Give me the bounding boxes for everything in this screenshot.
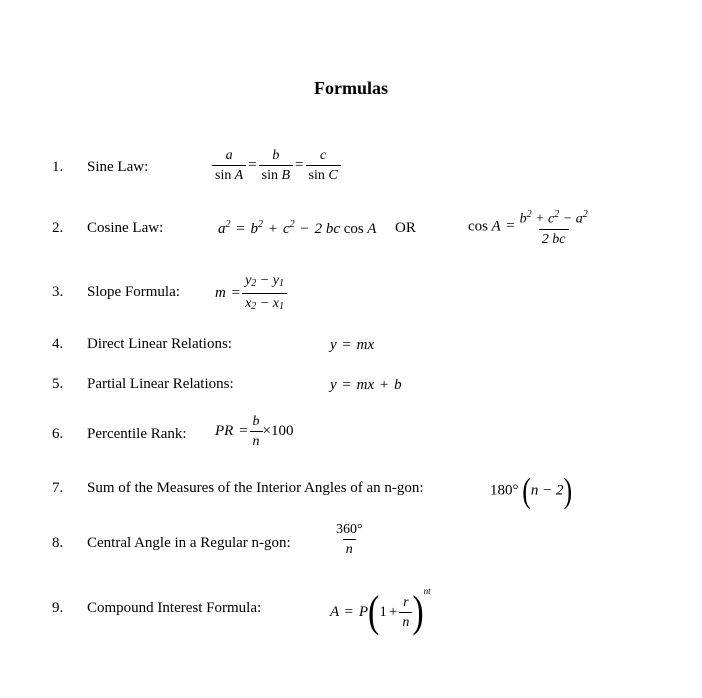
sine-law-formula: $\frac{a}{\text{sin A}}$ = $\frac{b}{\text{sin B}}$ = $\frac{c}{\text{sin C}}$ [212,148,341,183]
item-label: Sum of the Measures of the Interior Angles of an n-gon: [87,480,424,496]
formula-row-direct-linear [0,336,702,356]
item-label: Percentile Rank: [87,426,187,442]
percentile-multiplier: ×100 [262,422,294,439]
central-angle-numerator: 360° [336,522,363,537]
formula-row-interior-angles [0,470,702,510]
formula-row-slope [0,272,702,314]
item-number: 5. [52,376,64,392]
item-number: 9. [52,600,64,616]
item-label: Cosine Law: [87,220,164,236]
central-angle-formula: $\frac{360^\circ}{n}$ [333,522,366,557]
item-label: Central Angle in a Regular n-gon: [87,535,291,551]
item-number: 6. [52,426,64,442]
item-number: 7. [52,480,64,496]
item-label: Compound Interest Formula: [87,600,262,616]
percentile-rank-formula: PR = $\frac{b}{n}$ ×100 [215,414,294,449]
direct-linear-formula: y = mx [330,337,375,353]
item-label: Partial Linear Relations: [87,376,234,392]
item-label: Sine Law: [87,159,149,175]
item-number: 4. [52,336,64,352]
cosine-law-formula: $a^2 = b^2 + c^2 - 2$ bc cos A [218,219,377,237]
angle-sum-constant: 180° [490,482,519,499]
item-number: 2. [52,220,64,236]
formula-row-partial-linear [0,376,702,396]
or-text: OR [395,220,416,236]
formula-row-compound-interest [0,582,702,634]
item-number: 1. [52,159,64,175]
formula-row-percentile-rank [0,414,702,454]
item-label: Slope Formula: [87,284,180,300]
partial-linear-formula: y = mx + b [330,377,402,393]
compound-interest-formula: A = P(1 + $\frac{r}{n}$ )$^{nt}$ [330,586,431,636]
cosine-law-alt-formula: cos A = $\frac{b^2 + c^2 - a^2}{2 bc}$ [468,209,588,247]
formula-row-cosine-law [0,207,702,247]
formula-row-central-angle [0,520,702,564]
interior-angles-formula: 180° (n − 2) [490,470,573,510]
item-number: 8. [52,535,64,551]
page-title: Formulas [314,78,388,98]
item-number: 3. [52,284,64,300]
item-label: Direct Linear Relations: [87,336,232,352]
formula-row-sine-law [0,148,702,188]
slope-formula: m = $\frac{y_2 - y_1}{x_2 - x_1}$ [215,273,287,314]
